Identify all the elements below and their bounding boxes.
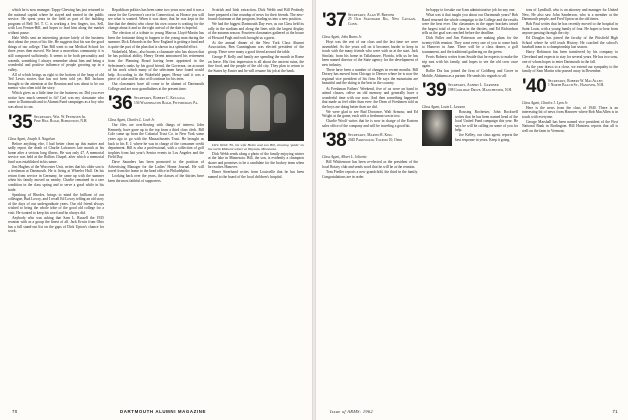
page-number-left: 70 bbox=[12, 409, 18, 414]
paragraph: Anybody who was asking that Sam L. Russell the 1935 reunion with as a group the finest of all. Jack Erwin from Ohio has a full stand-out list on the gaps of Dick Upton's chance for work. bbox=[8, 215, 104, 234]
paragraph: There have been a number of changes in recent months. Bill Dorsey has moved from Chicago to Denver where he is now the regional vice president of his firm. He says the mountains are beautiful and the skiing is the best in the country. bbox=[322, 67, 418, 86]
paragraph: Before anything else, I had better clean up this matter and sadly report the death of Charlie Lafrances late month at his home after a serious long illness. He was only 47. A memorial service was held at the Rollins Chapel, after which a memorial fund was established in his name. bbox=[8, 141, 104, 164]
paragraph: Dick Fuller and Jim Patterson are making plans for the twenty-fifth reunion. They want every one of you to come back to Hanover in June. There will be a class dinner, a golf tournament, and the traditional gathering on the green. bbox=[422, 36, 518, 54]
paragraph: George P. Kelly and family are spending the month in Rome on leave. His first impression is all about the ancient ruins, the fine food, and the people of the old city. They plan to return to the States by Easter and he will resume his job at the bank. bbox=[208, 54, 304, 73]
paragraph: As the year draws to a close, we extend our sympathy to the family of Sam Martin who passed away in December. bbox=[522, 64, 618, 74]
class-year: '40 bbox=[522, 75, 547, 97]
paragraph: We had the biggest Dartmouth Day ever, as our Class held its rally in the stadium and along the lines with the largest display of the autumn season. Fourteen classmates gathered at the house of Howard Pugh and each brought us a guest. bbox=[208, 22, 304, 40]
paragraph: Our classmates have all come to be alumni of Dartmouth College and are now grandfathers at the present time. bbox=[108, 82, 204, 91]
paragraph: Rollie Dix has joined the firm of Goldberg and Grove in Mobile, Alabama as a partner. He sends his regards to all. bbox=[422, 69, 518, 78]
secretary-info: Secretary, Wm. W. Petersen Jr. Pine Hill Road, Hopkinton, N.H. bbox=[34, 114, 88, 123]
class-heading-38 bbox=[322, 131, 418, 153]
paragraph: Ed Douglas has joined the faculty of the Pittsfield High School where he will teach History. He coached the school's baseball team to a championship last season. bbox=[522, 36, 618, 50]
paragraph: We were glad to see Bud Dorrance, Walt Armour, and Ed Wright at the game, each with a freshman son in tow. bbox=[322, 109, 418, 119]
page-number-right: 71 bbox=[612, 409, 618, 414]
paragraph: All of which brings us right to the bottom of the heap of old Ted Lewis stories that has not been told yet. Bill Jackson brought to the attention at the Reunion and was about to be our mentor who often told the story. bbox=[8, 72, 104, 91]
paragraph: At Freshman Fathers' Weekend, five of us were on hand to attend classes, relive an old memory and generally have a wonderful time with our sons. And then something happened that made us feel older than ever: the Dean of Freshmen told us the boys are doing better than we did. bbox=[322, 86, 418, 109]
paragraph: be happy to forsake our 6 am administrative job for any one. bbox=[426, 8, 516, 12]
class-agent: Class Agent, Charles L. Loeb Jr. bbox=[108, 118, 155, 123]
paragraph: Dick Webb sends along a photo of the family enjoying winter at the lake in Minnesota. Bill, the son, is evidently a champion skater and promises to be a candidate for the hockey team when he reaches Hanover. bbox=[208, 151, 304, 170]
right-page bbox=[316, 0, 628, 420]
column-4 bbox=[322, 8, 418, 400]
class-heading-35 bbox=[8, 113, 104, 135]
magazine-name: DARTMOUTH ALUMNI MAGAZINE bbox=[120, 409, 207, 414]
paragraph: Our files are overflowing with things of interest. John Kennedy, have gone up to the top from a third class clerk. Bill Cole came up from the Colonial Trust Co. in New York some years ago to go with the Massachusetts Trust. He brought us back to his E. J. where he was in charge of the consumer credit department. Bill is also a professional, with a collection of golf trophies from last year's Senior events in Los Angeles and the Field Day. bbox=[108, 123, 204, 160]
class-heading-37 bbox=[322, 11, 418, 33]
secretary-info: Secretary, Robert C. Kellogg 136 Washington Road, Pittsburgh, Pa. bbox=[134, 96, 199, 105]
paragraph: Harry Robinson has been transferred by his company to Cleveland and expects to stay for several years. He has two sons, one of whom hopes to enter Dartmouth in the fall. bbox=[522, 50, 618, 64]
photo-caption: Dick Webb '36, his wife Helen and son Bill, showing 'guide' on the north Midwest winter at Wayzata, Minnesota. bbox=[208, 142, 304, 151]
paragraph: Which gives us a little time for the business on. Did you ever notice how much seemed to fit? Carl was my classmate who came to Dartmouth and to Alumni Fund campaigns as a boy who was about to run. bbox=[8, 91, 104, 109]
family-photo bbox=[208, 75, 304, 141]
paragraph: Republican politics has been some two years now and it was a cause for the Governor's race in Connecticut, as Horace you will see what is wanted. When it was done, that he was kept in the line that the dentist who chose his own course is waiting for the change about it and so the right arrival of the date is hopeful. bbox=[108, 8, 204, 31]
paragraph: Charlie Woolf writes that he is now in charge of the Eastern sales office of the company and will be traveling a good bit. bbox=[322, 119, 418, 128]
class-year: '38 bbox=[322, 130, 347, 152]
column-5 bbox=[422, 8, 518, 400]
class-agent: Class Agent, Louis L. Lawson bbox=[422, 105, 465, 110]
class-agent: Class Agent, Albert L. Jolivette bbox=[322, 155, 367, 160]
paragraph: Tom Fiedler reports a new grandchild, the third in the family. Congratulations are in order. bbox=[322, 170, 418, 179]
paragraph: Joe Kelley, our class agent, reports the best response in years. Keep it going. bbox=[455, 133, 518, 143]
paragraph: which he is now manager. Tappy Chewing has just returned to the national capital where he stayed and earned in the public service. He spent years in the field as part of the building program of Bell Tel. T. C. is working a few fingers, too, Sell, with Lou Fenton-Hill, and hopes to lead him along the market without pause. bbox=[8, 8, 104, 35]
paragraph: Speaking of Rhodes, brings to mind the brilliant of our colleague, Bud Lowry, and I recall Ed Lowry telling an old story of the days of our undergraduate years. Our old friend always wished to bring the whole tribe of the good old college for a visit. He wanted to keep his word and he always did. bbox=[8, 192, 104, 215]
class-year: '35 bbox=[8, 111, 33, 133]
paragraph: Hale Wells sent an interesting picture lately of the business shot about the years of his life. He suggests that his son the good things of our college. That Bill went to our Medical School for three years then moved. We have a marvelous community it is still composed sufficiently. It seems to be both personality and warmth, something I always remember about him and being a wonderful and positive influence of people growing up in a valley. bbox=[8, 35, 104, 72]
paragraph: tons of Lyndhall, who is an attorney and manager for United New, He also saw John Sanderson, who is a member at the Dartmouth people, and Fred Upton on the old times. bbox=[522, 8, 618, 22]
secretary-info: Secretary, Alan W. Brewer 25 Old Standard Rd., New Canaan, Conn. bbox=[348, 13, 416, 26]
column-1 bbox=[8, 8, 104, 400]
class-agent: Class Agent, Joseph A. Nagelsen bbox=[8, 136, 56, 141]
class-year: '39 bbox=[422, 80, 447, 102]
class-year: '36 bbox=[108, 93, 133, 115]
class-heading-39 bbox=[422, 81, 518, 103]
class-agent: Class Agent, Charles J. Lyon Jr. bbox=[522, 100, 569, 105]
paragraph: What was it that taught you about our Dartmouth years? Bob Rand returned the whole campaign to the College and the results were the best ever. Our classmates in the upper brackets raised the largest total of any class in the thirties, and Ed Richardson tells us the goal was reached before the deadline. bbox=[422, 13, 518, 36]
paragraph: Scottish and Irish extraction, Dick Webb and Bill Peabody have prepared a fine roundup of news for their friends. The new-found chairman at that program, leading us into a new position. bbox=[208, 8, 304, 22]
paragraph: At the annual dinner of the New York Class Alumni Association, Ben Cunningham was elected president of the group. There were many a good friend around the table. bbox=[208, 40, 304, 54]
paragraph: Here is the news from the class of 1940. There is an interesting bit of news from Hanover where Bob MacAllen is in touch with everyone. bbox=[522, 105, 618, 119]
class-agent: Class Agent, John Burns Jr. bbox=[322, 35, 362, 39]
secretary-info: Secretary, Albert L. Gardner 198 Coolidge Drive, Manchester, N.H. bbox=[448, 83, 512, 92]
column-2 bbox=[108, 8, 204, 400]
paragraph: Hoyt was the rest of our class and the last time we were assembled. As the years roll on it becomes harder to keep in touch with the many friends who were with us at the start. Jack Sinclair, from his home in Tallahassee, Florida, tells us he has been named director of the State agency for the development of new industry. bbox=[322, 40, 418, 67]
paragraph: Bill Whittemore has been re-elected as the president of the local Rotary club and sends word that he will be at the reunion. bbox=[322, 160, 418, 170]
column-6 bbox=[522, 8, 618, 400]
left-page bbox=[0, 0, 312, 420]
secretary-info: Secretary, Martin R. King 2045 Parkwood, Toledo 10, Ohio bbox=[348, 133, 403, 142]
paragraph: Elmer Steerhand writes from Louisville that he has been named to the board of the local children's hospital. bbox=[208, 170, 304, 179]
paragraph: Dave Saunders has been promoted to the position of Advertising Manager for the Ladies' Home Journal. He will travel from the home to the head office in Philadelphia. bbox=[108, 160, 204, 174]
issue-label: Issue of ARMS: 1962 bbox=[330, 409, 373, 414]
paragraph: Rousing Rochester, John Rockwell writes that he has been named head of the local United Fund campaign this year. He says he will be calling on some of you for help. bbox=[455, 110, 518, 133]
paragraph: Wakefield, Mass., also boasts a classmate who has shown that he has political ability. Henry Orrent announced his retirement from the Planning Board having been appointed in the Selectmen's ranks by his good friend, the Governor, on account of his work which many of the selectmen have found would help. According to the Wakefield paper, Henry said it was a piece of cake and he also will continue for his term. bbox=[108, 49, 204, 82]
column-3 bbox=[208, 8, 304, 400]
paragraph: The election of a tribute to young Marcus Lloyd-Martin has been the fortunate thing to happen to the young man during the summer. Dick Edwards in the New England is getting a fund and is quite the part of the plan that is shown in a splendid effort. bbox=[108, 31, 204, 49]
secretary-info: Secretary, Robert W. MacAllen 1 North Balch St., Hanover, N.H. bbox=[548, 78, 605, 87]
class-heading-40 bbox=[522, 77, 618, 99]
paragraph: Bob Paul writes that he has recently moved to the hospital in Saint Louis, with a young family of four. He hopes to hear from anyone passing through the city. bbox=[522, 22, 618, 36]
paragraph: Looking back over the years, the classes of the thirties have been the most faithful of supporters. bbox=[108, 174, 204, 183]
class-year: '37 bbox=[322, 10, 347, 31]
paragraph: Ferris Roberts writes from Seattle that he expects to make the trip east with his family, and hopes to see the old crew once again. bbox=[422, 54, 518, 69]
paragraph: Jim Hughes of the Worcester Unit, writes that his older son is a freshman at Dartmouth. He is living at Wheeler Hall. On his return from service in Germany, he came up with the summer when his family moved us nearby. Charlie remained in a rare condition in the class spring and to serve a good while in his trade. bbox=[8, 164, 104, 192]
paragraph: George Marshall has been named vice president of the First National Bank in Burlington. Bill Huntress reports that all is well on the farm in Vermont. bbox=[522, 119, 618, 133]
class-heading-36 bbox=[108, 94, 204, 116]
portrait-photo bbox=[422, 110, 452, 146]
